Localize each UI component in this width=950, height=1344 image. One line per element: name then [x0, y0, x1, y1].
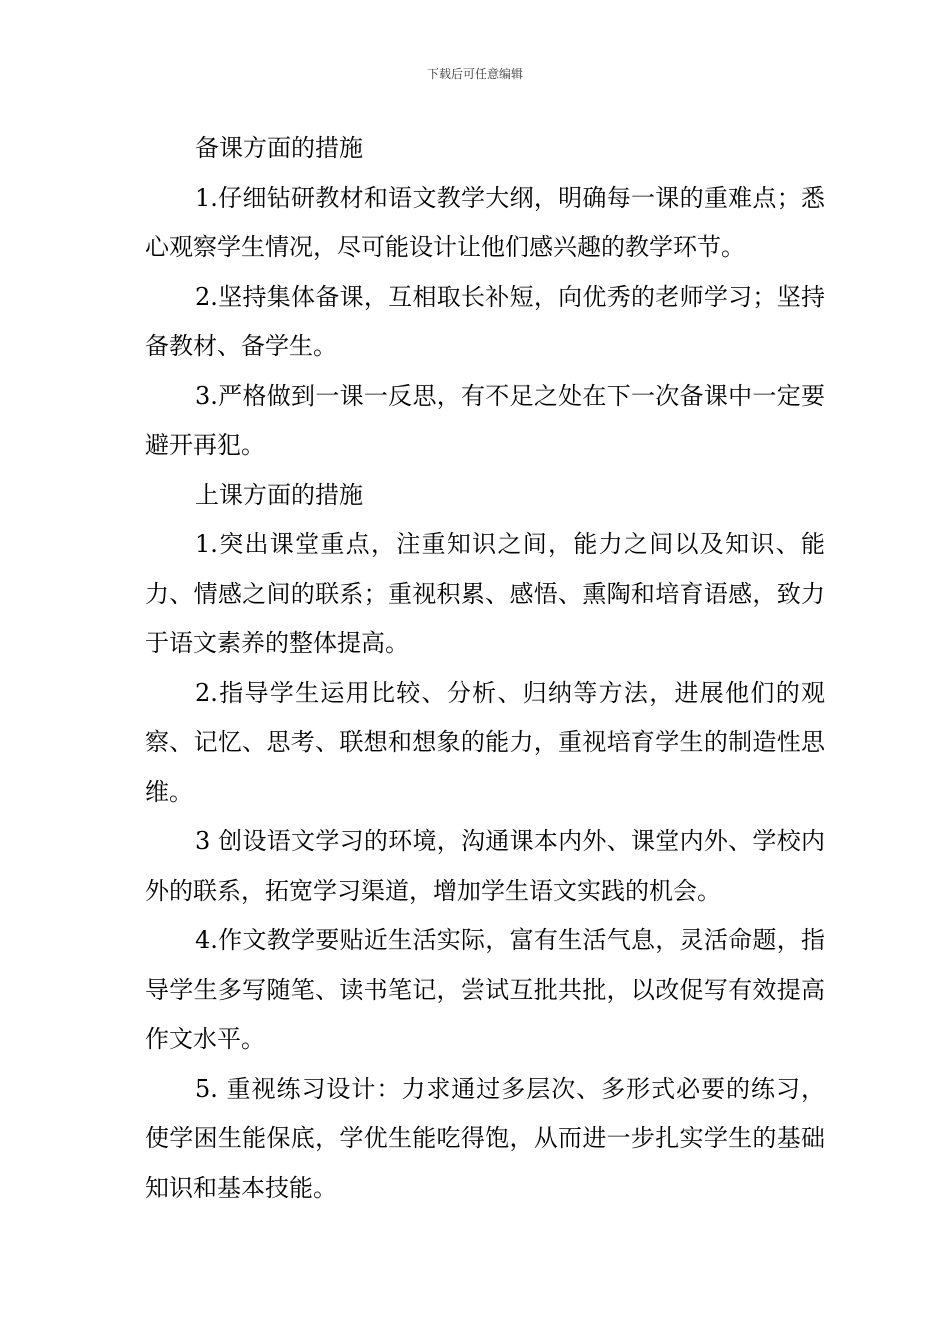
paragraph: 1.突出课堂重点，注重知识之间，能力之间以及知识、能力、情感之间的联系；重视积累、感悟、熏陶和培育语感，致力于语文素养的整体提高。 — [145, 530, 825, 657]
section-heading-class-teaching: 上课方面的措施 — [195, 480, 363, 509]
paragraph: 5. 重视练习设计：力求通过多层次、多形式必要的练习，使学困生能保底，学优生能吃得饱，从而进一步扎实学生的基础知识和基本技能。 — [145, 1074, 825, 1202]
section-heading-lesson-prep: 备课方面的措施 — [195, 134, 363, 162]
paragraph: 2.指导学生运用比较、分析、归纳等方法，进展他们的观察、记忆、思考、联想和想象的能力，重视培育学生的制造性思维。 — [145, 678, 825, 806]
paragraph: 4.作文教学要贴近生活实际，富有生活气息，灵活命题，指导学生多写随笔、读书笔记，尝试互批共批，以改促写有效提高作文水平。 — [145, 926, 825, 1053]
document-body — [145, 124, 825, 1213]
paragraph: 3 创设语文学习的环境，沟通课本内外、课堂内外、学校内外的联系，拓宽学习渠道，增加学生语文实践的机会。 — [145, 827, 825, 905]
paragraph: 3.严格做到一课一反思，有不足之处在下一次备课中一定要避开再犯。 — [145, 381, 825, 459]
paragraph: 2.坚持集体备课，互相取长补短，向优秀的老师学习；坚持备教材、备学生。 — [145, 282, 825, 360]
page-header: 下载后可任意编辑 — [426, 67, 523, 81]
paragraph: 1.仔细钻研教材和语文教学大纲，明确每一课的重难点；悉心观察学生情况，尽可能设计让他们感兴趣的教学环节。 — [145, 183, 825, 261]
